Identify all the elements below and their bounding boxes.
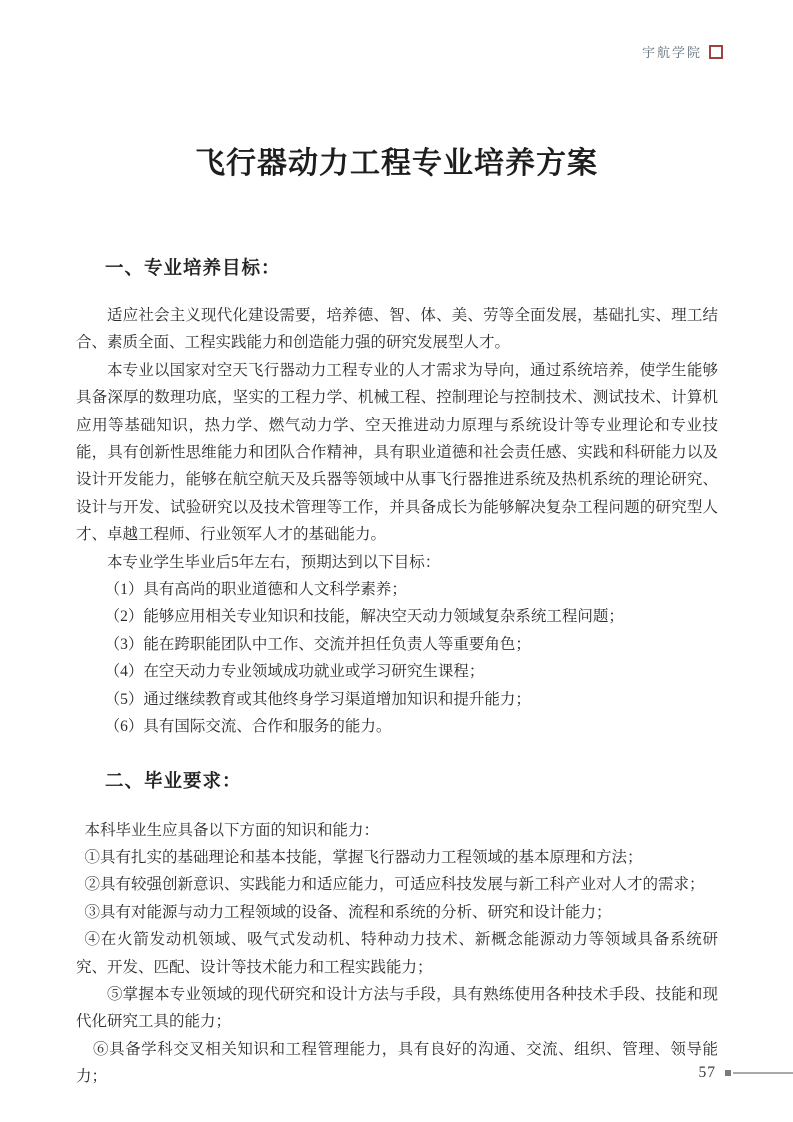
red-square-icon — [709, 45, 723, 59]
training-paragraph-1: 适应社会主义现代化建设需要，培养德、智、体、美、劳等全面发展，基础扎实、理工结合、素质全面、工程实践能力和创造能力强的研究发展型人才。 — [76, 307, 718, 352]
training-paragraph-2: 本专业以国家对空天飞行器动力工程专业的人才需求为导向，通过系统培养，使学生能够具备深厚的数理功底，坚实的工程力学、机械工程、控制理论与控制技术、测试技术、计算机应用等基础知识，热力学、燃气动力学、空天推进动力原理与系统设计等专业理论和专业技能，具有创新性思维能力和团队合作精神，具有职业道德和社会责任感、实践和科研能力以及设计开发能力，能够在航空航天及兵器等领域中从事飞行器推进系统及热机系统的理论研究、设计与开发、试验研究以及技术管理等工作，并具备成长为能够解决复杂工程问题的研究型人才、卓越工程师、行业领军人才的基础能力。 — [76, 361, 718, 544]
training-goal-item: （3）能在跨职能团队中工作、交流并担任负责人等重要角色； — [104, 635, 531, 653]
document-body — [76, 254, 718, 1091]
training-goal-item: （4）在空天动力专业领域成功就业或学习研究生课程； — [104, 663, 485, 681]
graduation-requirement-item: ⑥具备学科交叉相关知识和工程管理能力，具有良好的沟通、交流、组织、管理、领导能力； — [76, 1040, 718, 1086]
footer-rule — [733, 1072, 793, 1074]
training-goal-item: （2）能够应用相关专业知识和技能，解决空天动力领域复杂系统工程问题； — [104, 608, 624, 626]
section-2-heading: 二、毕业要求： — [105, 771, 242, 792]
graduation-intro: 本科毕业生应具备以下方面的知识和能力： — [84, 821, 380, 839]
training-goal-item: （6）具有国际交流、合作和服务的能力。 — [104, 718, 392, 736]
graduation-requirement-item: ④在火箭发动机领域、吸气式发动机、特种动力技术、新概念能源动力等领域具备系统研究、开发、匹配、设计等技术能力和工程实践能力； — [76, 931, 718, 976]
graduation-requirement-item: ②具有较强创新意识、实践能力和适应能力，可适应科技发展与新工科产业对人才的需求； — [84, 876, 705, 894]
school-name: 宇航学院 — [641, 45, 702, 60]
page-footer — [699, 1064, 793, 1082]
page-number: 57 — [698, 1064, 716, 1081]
graduation-requirement-item: ⑤掌握本专业领域的现代研究和设计方法与手段，具有熟练使用各种技术手段、技能和现代化研究工具的能力； — [76, 985, 718, 1031]
graduation-requirement-item: ③具有对能源与动力工程领域的设备、流程和系统的分析、研究和设计能力； — [84, 903, 612, 921]
training-goal-item: （1）具有高尚的职业道德和人文科学素养； — [104, 581, 407, 599]
footer-rule-marker — [725, 1070, 731, 1076]
page-header — [642, 42, 723, 61]
graduation-requirement-item: ①具有扎实的基础理论和基本技能，掌握飞行器动力工程领域的基本原理和方法； — [84, 848, 643, 866]
document-title: 飞行器动力工程专业培养方案 — [195, 147, 598, 180]
section-1-heading: 一、专业培养目标： — [105, 259, 281, 279]
training-goals-intro: 本专业学生毕业后5年左右，预期达到以下目标： — [107, 553, 441, 571]
training-goal-item: （5）通过继续教育或其他终身学习渠道增加知识和提升能力； — [104, 690, 531, 708]
